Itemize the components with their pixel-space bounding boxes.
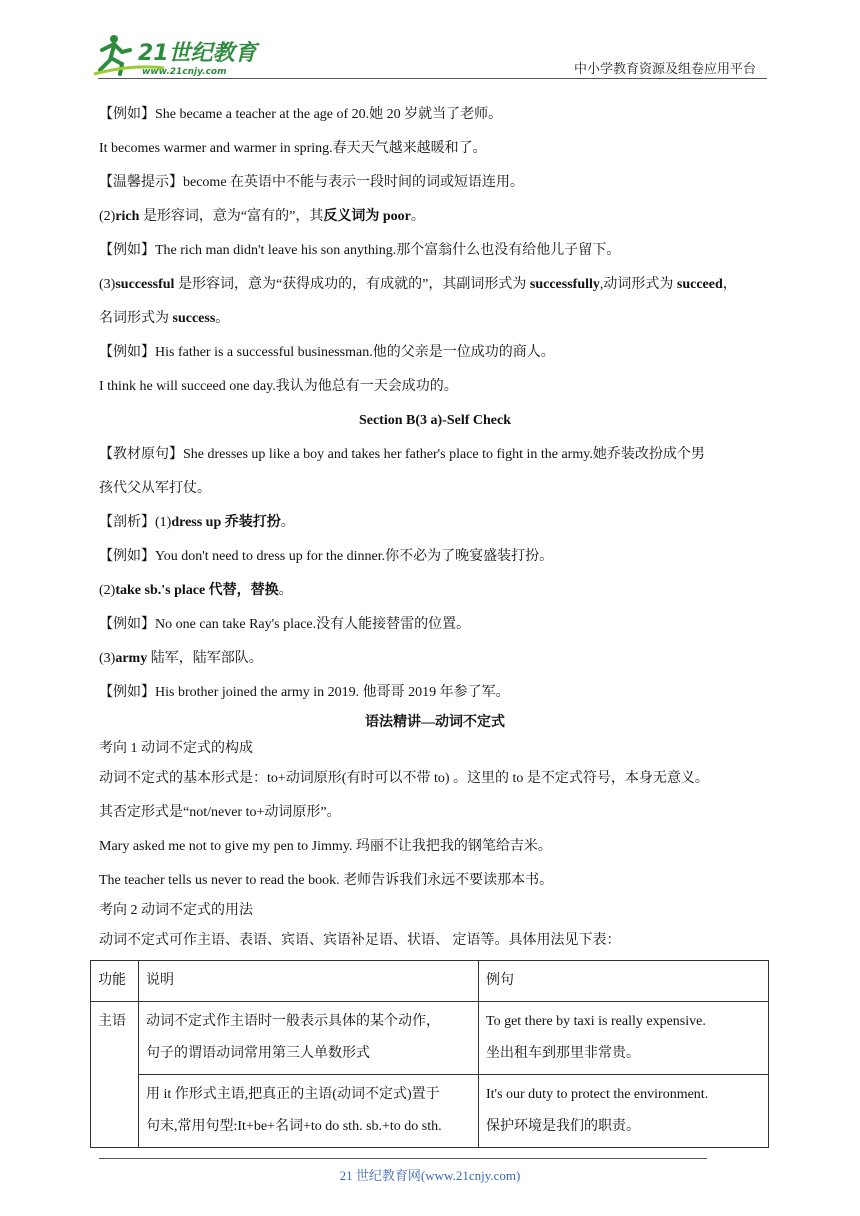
example-line: 【例如】She became a teacher at the age of 20.她 20 岁就当了老师。 <box>99 107 503 122</box>
example-line: 【例如】You don't need to dress up for the dinner.你不必为了晚宴盛装打扮。 <box>99 549 554 564</box>
example-line: 【例如】No one can take Ray's place.没有人能接替雷的位置。 <box>99 617 471 632</box>
header-divider <box>98 78 767 79</box>
footer-divider <box>99 1158 707 1159</box>
table-header-cell: 说明 <box>139 961 479 1002</box>
example-line: The teacher tells us never to read the book. 老师告诉我们永远不要读那本书。 <box>99 873 554 888</box>
platform-name: 中小学教育资源及组卷应用平台 <box>573 62 756 77</box>
example-line: 【例如】His father is a successful businessman.他的父亲是一位成功的商人。 <box>99 345 555 360</box>
note-success: 名词形式为 success。 <box>99 311 230 326</box>
note-successful: (3)successful 是形容词，意为“获得成功的，有成就的”，其副词形式为 successfully,动词形式为 succeed， <box>99 277 737 292</box>
table-row <box>91 1002 769 1075</box>
logo-main-text: 21世纪教育 <box>138 41 257 66</box>
site-logo <box>92 30 267 78</box>
topic-heading: 考向 2 动词不定式的用法 <box>99 903 253 918</box>
analysis-dress-up: 【剖析】(1)dress up 乔装打扮。 <box>99 515 295 530</box>
topic-heading: 考向 1 动词不定式的构成 <box>99 741 253 756</box>
table-header-row <box>91 961 769 1002</box>
section-heading: Section B(3 a)-Self Check <box>358 413 512 428</box>
example-line: 【例如】His brother joined the army in 2019. 他哥哥 2019 年参了军。 <box>99 685 510 700</box>
example-line: 【例如】The rich man didn't leave his son anything.那个富翁什么也没有给他儿子留下。 <box>99 243 621 258</box>
table-cell-description: 用 it 作形式主语,把真正的主语(动词不定式)置于 句末,常用句型:It+be+名词+to do sth. sb.+to do sth. <box>139 1075 479 1148</box>
logo-url-text: www.21cnjy.com <box>142 67 227 77</box>
page-header <box>0 0 860 80</box>
table-header-cell: 例句 <box>479 961 769 1002</box>
body-line: 动词不定式可作主语、表语、宾语、宾语补足语、状语、 定语等。具体用法见下表： <box>99 933 621 948</box>
usage-table <box>90 960 769 1148</box>
body-line: 动词不定式的基本形式是：to+动词原形(有时可以不带 to) 。这里的 to 是不定式符号，本身无意义。 <box>99 771 709 786</box>
grammar-heading: 语法精讲—动词不定式 <box>365 715 505 730</box>
document-body <box>99 98 771 1148</box>
example-line: Mary asked me not to give my pen to Jimmy. 玛丽不让我把我的钢笔给吉米。 <box>99 839 552 854</box>
example-line: I think he will succeed one day.我认为他总有一天会成功的。 <box>99 379 458 394</box>
table-cell-example: To get there by taxi is really expensive. 坐出租车到那里非常贵。 <box>479 1002 769 1075</box>
table-cell-example: It's our duty to protect the environment. 保护环境是我们的职责。 <box>479 1075 769 1148</box>
textbook-sentence-cont: 孩代父从军打仗。 <box>99 481 211 496</box>
table-header-cell: 功能 <box>91 961 139 1002</box>
table-cell-description: 动词不定式作主语时一般表示具体的某个动作， 句子的谓语动词常用第三人单数形式 <box>139 1002 479 1075</box>
tip-line: 【温馨提示】become 在英语中不能与表示一段时间的词或短语连用。 <box>99 175 525 190</box>
analysis-army: (3)army 陆军，陆军部队。 <box>99 651 263 666</box>
footer-link[interactable]: 21 世纪教育网(www.21cnjy.com) <box>339 1168 521 1183</box>
table-row <box>91 1075 769 1148</box>
table-cell-function: 主语 <box>91 1002 139 1148</box>
example-line: It becomes warmer and warmer in spring.春天天气越来越暖和了。 <box>99 141 487 156</box>
note-rich: (2)rich 是形容词，意为“富有的”，其反义词为 poor。 <box>99 209 425 224</box>
analysis-take-place: (2)take sb.'s place 代替，替换。 <box>99 583 293 598</box>
textbook-sentence: 【教材原句】She dresses up like a boy and takes her father's place to fight in the army.她乔装改扮成个男 <box>99 447 705 462</box>
body-line: 其否定形式是“not/never to+动词原形”。 <box>99 805 341 820</box>
